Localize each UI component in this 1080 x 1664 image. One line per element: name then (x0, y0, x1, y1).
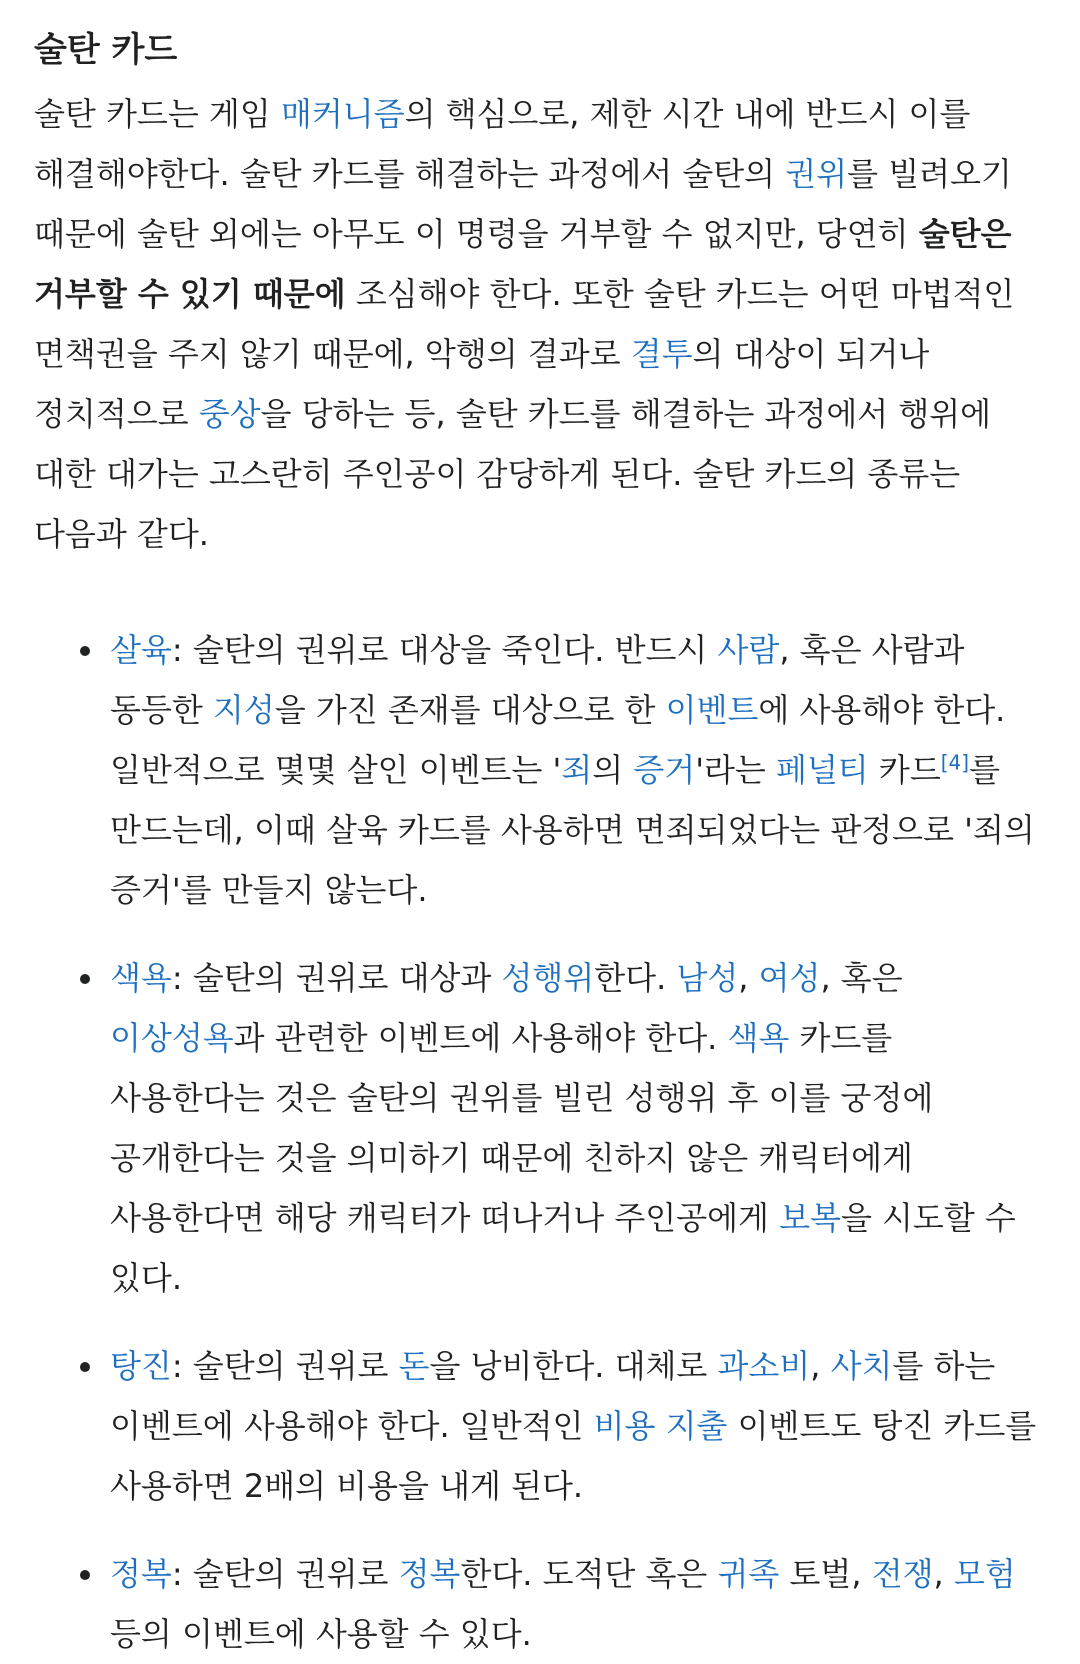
text-run: : 술탄의 권위로 (171, 1347, 399, 1385)
wiki-link[interactable]: 정복 (110, 1555, 172, 1593)
list-item-card-conquest (110, 1544, 1040, 1664)
list-item-text (110, 1555, 1016, 1653)
text-run: 을 당하는 등, 술탄 카드를 해결하는 과정에서 행위에 대한 대가는 고스란히 주인공이 감당하게 된다. 술탄 카드의 종류는 다음과 같다. (34, 395, 992, 553)
wiki-link[interactable]: 사치 (830, 1347, 893, 1385)
wiki-link[interactable]: 중상 (198, 395, 261, 433)
list-item-card-slaughter (110, 620, 1040, 920)
wiki-link[interactable]: 귀족 (717, 1555, 780, 1593)
wiki-link[interactable]: 보복 (779, 1199, 841, 1237)
text-run: 등의 이벤트에 사용할 수 있다. (110, 1615, 532, 1653)
wiki-link[interactable]: 이상성욕 (110, 1019, 234, 1057)
wiki-link[interactable]: 성행위 (501, 959, 595, 997)
text-run: 토벌, (779, 1555, 872, 1593)
wiki-link[interactable]: 증거 (633, 751, 696, 789)
text-run: 이벤트도 탕진 카드를 사용하면 2배의 비용을 내게 된다. (110, 1407, 1037, 1505)
wiki-link[interactable]: 여성 (758, 959, 821, 997)
text-run: 을 가진 존재를 대상으로 한 (274, 691, 666, 729)
wiki-link[interactable]: 과소비 (717, 1347, 811, 1385)
wiki-link[interactable]: 페널티 (775, 751, 869, 789)
footnote-link[interactable]: [4] (940, 750, 970, 775)
wiki-link[interactable]: 죄 (561, 751, 593, 789)
text-run: 을 낭비한다. 대체로 (429, 1347, 718, 1385)
wiki-link[interactable]: 정복 (398, 1555, 461, 1593)
list-item-text (110, 1347, 1036, 1505)
wiki-link[interactable]: 결투 (630, 335, 693, 373)
wiki-link[interactable]: 살육 (110, 631, 172, 669)
bold-text: 술탄은 거부할 수 있기 때문에 (34, 215, 1012, 313)
text-run: 카드를 사용한다는 것은 술탄의 권위를 빌린 성행위 후 이를 궁정에 공개한다는 것을 의미하기 때문에 친하지 않은 캐릭터에게 사용한다면 해당 캐릭터가 떠나거나 주인공에게 (110, 1019, 934, 1237)
text-run: 를 빌려오기 때문에 술탄 외에는 아무도 이 명령을 거부할 수 없지만, 당연히 (34, 155, 1012, 253)
text-run: 조심해야 한다. 또한 술탄 카드는 어떤 마법적인 면책권을 주지 않기 때문에, 악행의 결과로 (34, 275, 1015, 373)
text-run: , 혹은 (820, 959, 903, 997)
wiki-link[interactable]: 비용 지출 (593, 1407, 728, 1445)
footnote-ref[interactable] (941, 750, 969, 774)
wiki-link[interactable]: 전쟁 (871, 1555, 934, 1593)
text-run: 의 (592, 751, 634, 789)
text-run: 한다. 도적단 혹은 (460, 1555, 718, 1593)
list-item-card-lust (110, 948, 1040, 1308)
card-type-list (34, 620, 1040, 1664)
wiki-link[interactable]: 돈 (398, 1347, 430, 1385)
wiki-link[interactable]: 지성 (212, 691, 275, 729)
text-run: , (810, 1347, 831, 1385)
text-run: 를 하는 이벤트에 사용해야 한다. 일반적인 (110, 1347, 996, 1445)
text-run: , (738, 959, 759, 997)
text-run: 의 대상이 되거나 정치적으로 (34, 335, 930, 433)
text-run: 한다. (594, 959, 677, 997)
text-run: 과 관련한 이벤트에 사용해야 한다. (233, 1019, 728, 1057)
text-run: , (933, 1555, 954, 1593)
list-item-card-squander (110, 1336, 1040, 1516)
text-run: : 술탄의 권위로 대상과 (171, 959, 502, 997)
bullet-icon (80, 974, 90, 984)
wiki-link[interactable]: 매커니즘 (280, 95, 405, 133)
text-run: : 술탄의 권위로 대상을 죽인다. 반드시 (171, 631, 718, 669)
wiki-link[interactable]: 색욕 (110, 959, 172, 997)
bullet-icon (80, 646, 90, 656)
list-item-text (110, 631, 1035, 909)
intro-paragraph (34, 84, 1040, 564)
text-run: '라는 (695, 751, 776, 789)
text-run: : 술탄의 권위로 (171, 1555, 399, 1593)
text-run: , 혹은 사람과 동등한 (110, 631, 965, 729)
text-run: 의 핵심으로, 제한 시간 내에 반드시 이를 해결해야한다. 술탄 카드를 해결하는 과정에서 술탄의 (34, 95, 971, 193)
bullet-icon (80, 1362, 90, 1372)
list-item-text (110, 959, 1016, 1297)
wiki-link[interactable]: 이벤트 (665, 691, 759, 729)
text-run: 술탄 카드는 게임 (34, 95, 281, 133)
text-run: 에 사용해야 한다. 일반적으로 몇몇 살인 이벤트는 ' (110, 691, 1006, 789)
wiki-link[interactable]: 사람 (717, 631, 780, 669)
wiki-link[interactable]: 모험 (953, 1555, 1016, 1593)
wiki-link[interactable]: 탕진 (110, 1347, 172, 1385)
section-title: 술탄 카드 (34, 30, 178, 70)
text-run: 카드 (868, 751, 941, 789)
wiki-link[interactable]: 권위 (785, 155, 848, 193)
text-run: 을 시도할 수 있다. (110, 1199, 1016, 1297)
wiki-link[interactable]: 남성 (676, 959, 739, 997)
wiki-link[interactable]: 색욕 (727, 1019, 790, 1057)
bullet-icon (80, 1570, 90, 1580)
text-run: 를 만드는데, 이때 살육 카드를 사용하면 면죄되었다는 판정으로 '죄의 증거'를 만들지 않는다. (110, 751, 1035, 909)
